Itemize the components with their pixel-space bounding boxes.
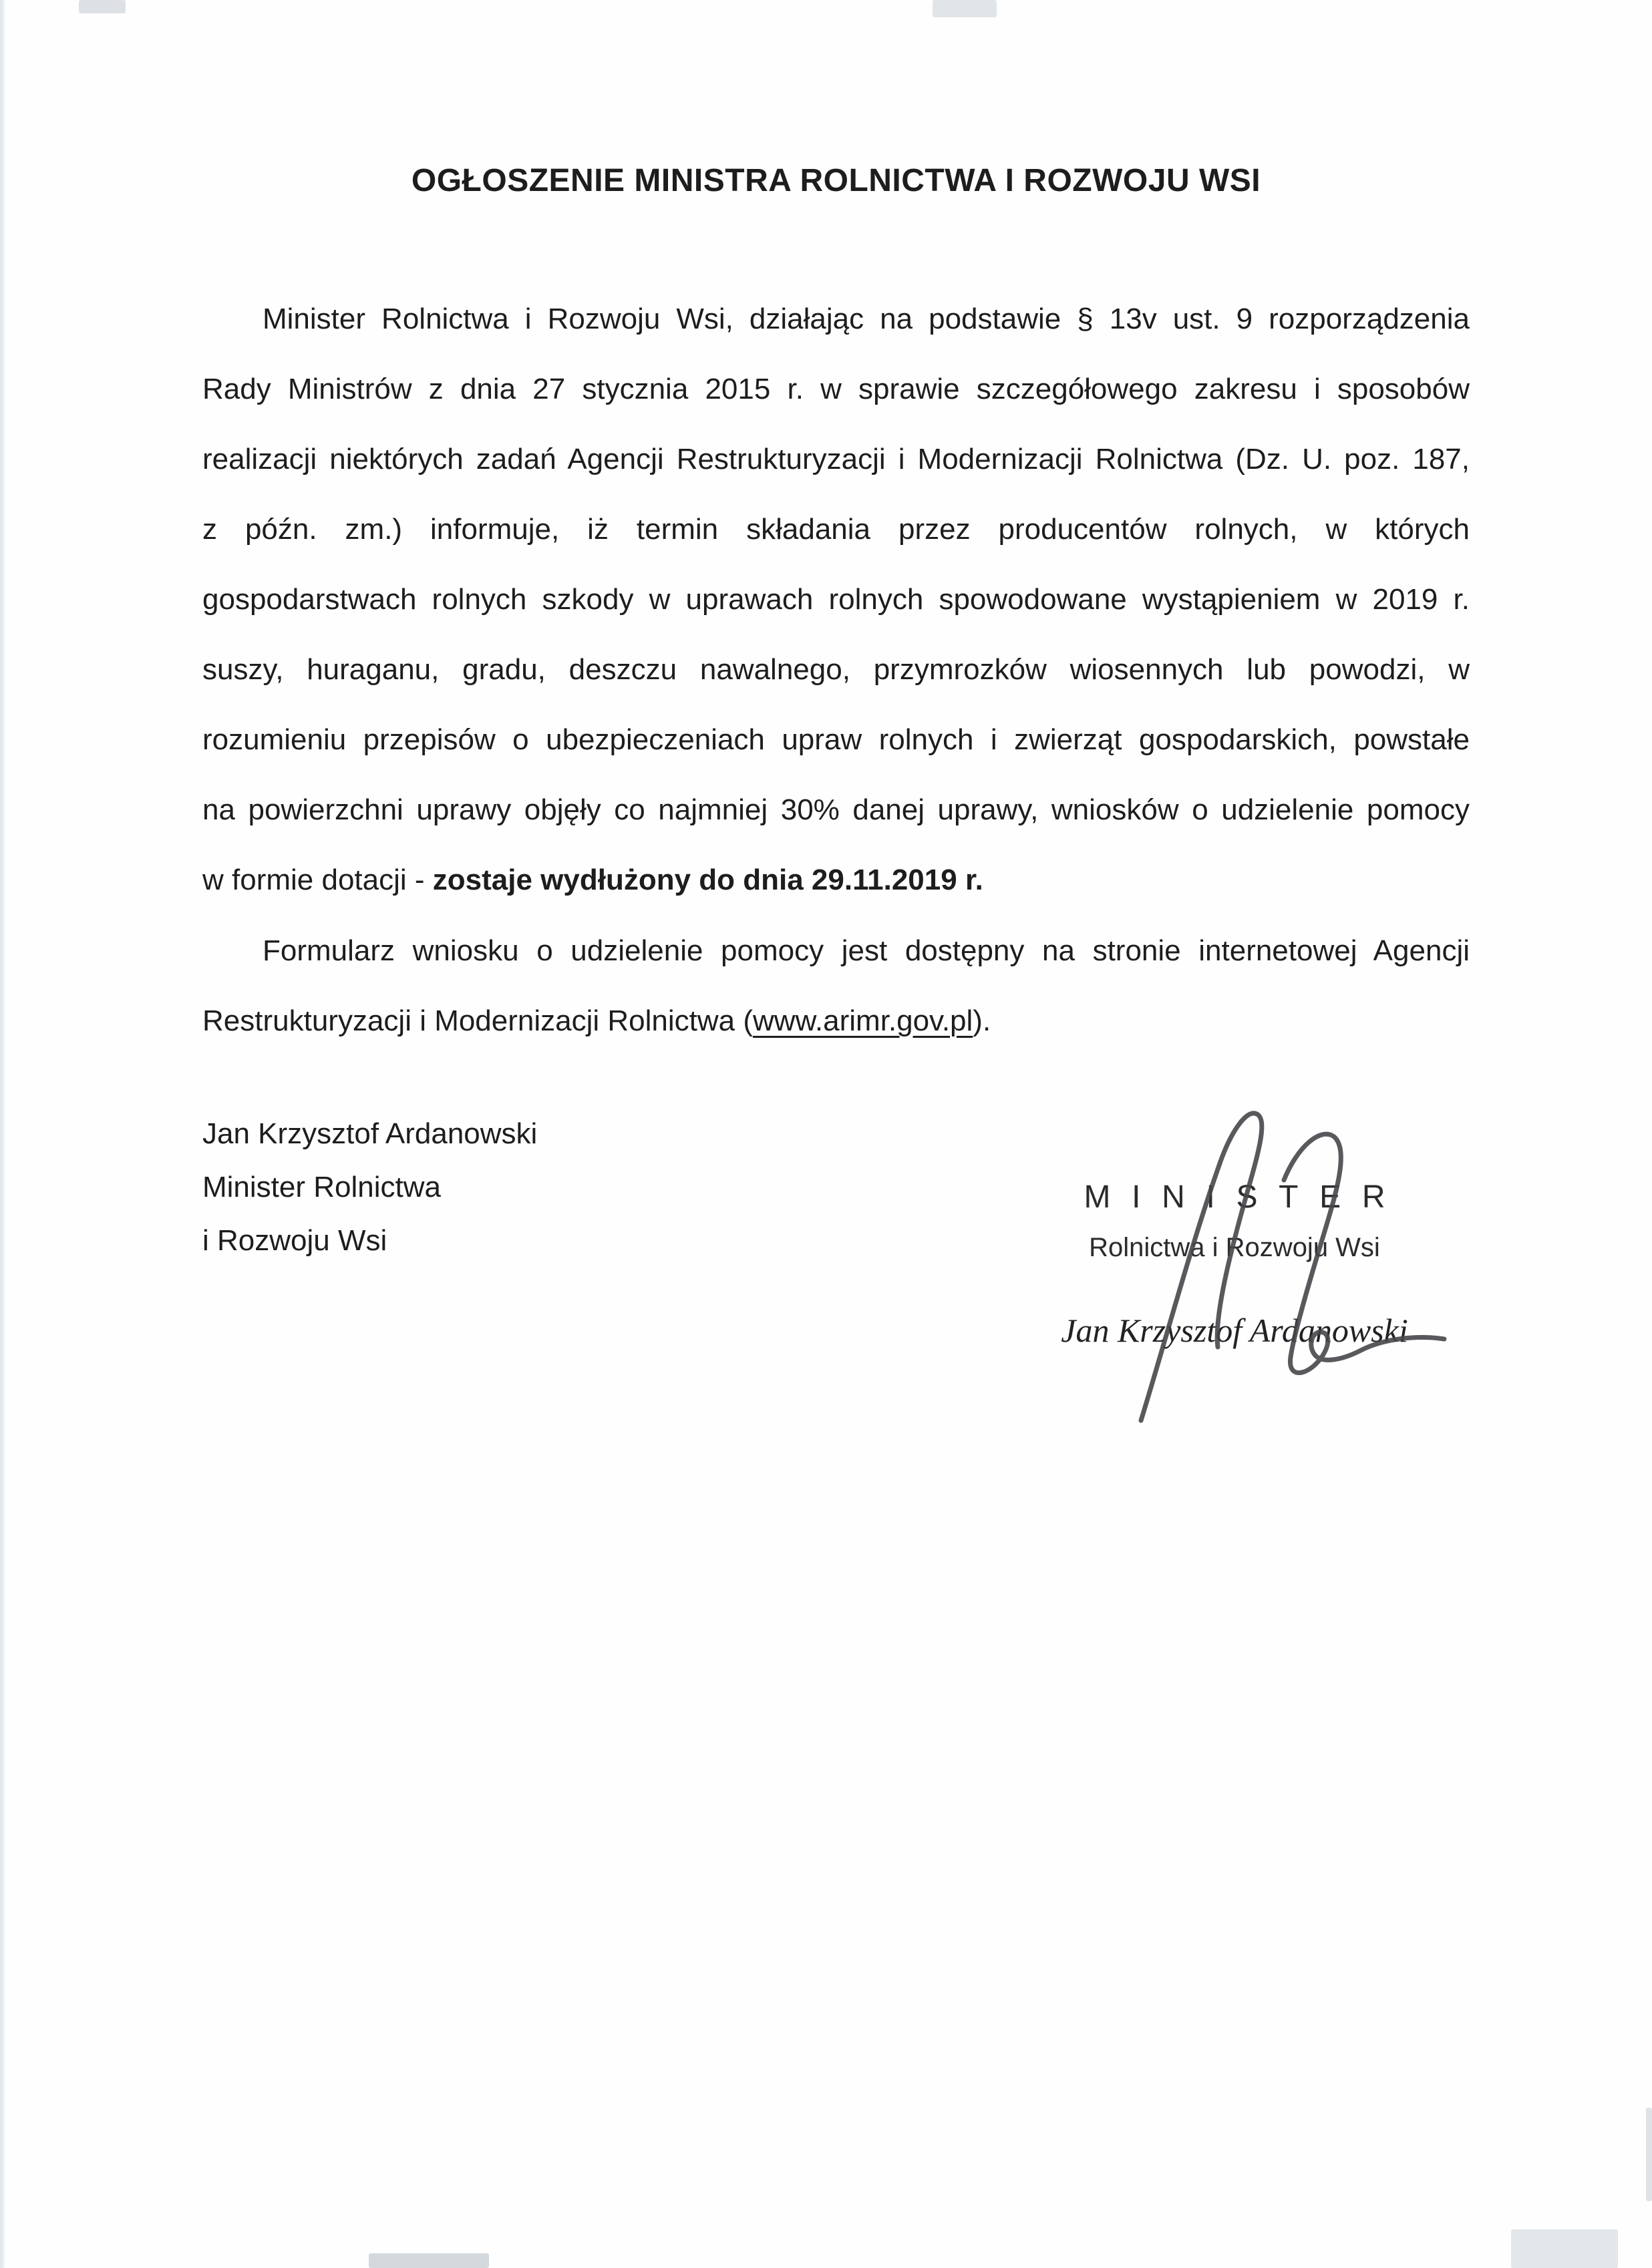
scan-artifact: [1646, 2108, 1652, 2201]
signatory-title-line2: i Rozwoju Wsi: [202, 1224, 387, 1257]
paragraph-line: z późn. zm.) informuje, iż termin składania przez producentów rolnych, w których: [202, 513, 1470, 546]
paragraph-line: [202, 986, 1470, 1056]
paragraph-line: Formularz wniosku o udzielenie pomocy jest dostępny na stronie internetowej Agencji: [263, 934, 1470, 967]
paragraph-line: realizacji niektórych zadań Agencji Restrukturyzacji i Modernizacji Rolnictwa (Dz. U. poz. 187,: [202, 443, 1470, 476]
scan-artifact: [933, 0, 997, 17]
document-title: OGŁOSZENIE MINISTRA ROLNICTWA I ROZWOJU WSI: [411, 163, 1261, 198]
paragraph-1: [202, 284, 1470, 915]
paragraph-line: Rady Ministrów z dnia 27 stycznia 2015 r. w sprawie szczegółowego zakresu i sposobów: [202, 373, 1470, 405]
paragraph-line: gospodarstwach rolnych szkody w uprawach rolnych spowodowane wystąpieniem w 2019 r.: [202, 583, 1470, 616]
signatory-block: [202, 1107, 537, 1268]
scan-edge-shadow: [0, 0, 5, 2268]
agency-name-text: Restrukturyzacji i Modernizacji Rolnictwa (: [202, 1004, 754, 1037]
scan-artifact: [369, 2253, 489, 2268]
paragraph-line: na powierzchni uprawy objęły co najmniej 30% danej uprawy, wniosków o udzielenie pomocy: [202, 793, 1470, 826]
paragraph-line: rozumieniu przepisów o ubezpieczeniach upraw rolnych i zwierząt gospodarskich, powstałe: [202, 723, 1470, 756]
minister-stamp: [1057, 1179, 1412, 1350]
paragraph-2: [202, 916, 1470, 1056]
deadline-text-normal: w formie dotacji -: [202, 864, 433, 896]
paragraph-line: [202, 845, 1470, 915]
closing-parenthesis-text: ).: [973, 1004, 991, 1037]
scan-artifact: [79, 0, 126, 13]
stamp-subtitle: Rolnictwa i Rozwoju Wsi: [1089, 1233, 1380, 1262]
signatory-title-line1: Minister Rolnictwa: [202, 1171, 441, 1203]
paragraph-line: suszy, huraganu, gradu, deszczu nawalnego, przymrozków wiosennych lub powodzi, w: [202, 653, 1470, 686]
scan-artifact: [1511, 2229, 1618, 2268]
signatory-name: Jan Krzysztof Ardanowski: [202, 1117, 538, 1150]
paragraph-line: Minister Rolnictwa i Rozwoju Wsi, działając na podstawie § 13v ust. 9 rozporządzenia: [263, 303, 1470, 335]
arimr-link[interactable]: www.arimr.gov.pl: [753, 1004, 973, 1037]
stamp-title: MINISTER: [1084, 1179, 1407, 1215]
stamp-signature-name: Jan Krzysztof Ardanowski: [1061, 1312, 1408, 1349]
deadline-text-bold: zostaje wydłużony do dnia 29.11.2019 r.: [432, 864, 983, 896]
